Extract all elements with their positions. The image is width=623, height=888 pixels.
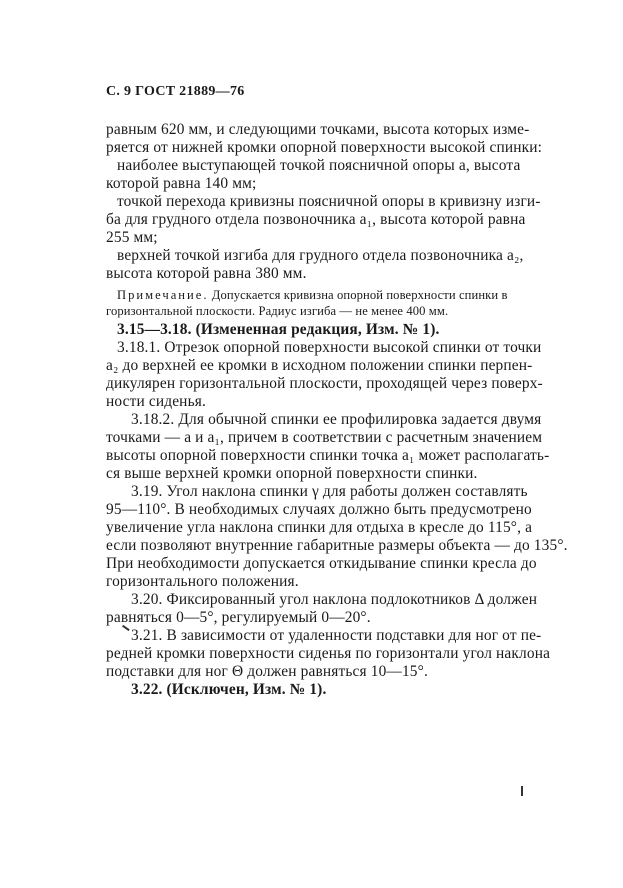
text-line: точкой перехода кривизны поясничной опоры в кривизну изги-: [117, 193, 541, 210]
clause-3-19-line: увеличение угла наклона спинки для отдыха в кресле до 115°, а: [106, 519, 533, 536]
clause-3-19-line: При необходимости допускается откидывание спинки кресла до: [106, 555, 537, 572]
clause-3-18-2-line: высоты опорной поверхности спинки точка а₁ может располагать-: [106, 447, 550, 464]
text-line: которой равна 140 мм;: [106, 175, 257, 192]
text-line: наиболее выступающей точкой поясничной опоры а, высота: [117, 157, 521, 174]
page-header: С. 9 ГОСТ 21889—76: [106, 84, 245, 99]
scan-speck: [521, 786, 523, 796]
clause-3-20-line: 3.20. Фиксированный угол наклона подлокотников Δ должен: [131, 591, 538, 608]
clause-3-19-line: если позволяют внутренние габаритные размеры объекта — до 135°.: [106, 537, 568, 554]
clause-3-20-line: равняться 0—5°, регулируемый 0—20°.: [106, 609, 371, 626]
note-text: Допускается кривизна опорной поверхности спинки в: [211, 288, 508, 302]
clause-3-18-2-line: точками — а и а₁, причем в соответствии с расчетным значением: [106, 429, 543, 446]
clause-3-18-2-line: 3.18.2. Для обычной спинки ее профилировка задается двумя: [131, 411, 542, 428]
text-line: ба для грудного отдела позвоночника а₁, высота которой равна: [106, 211, 526, 228]
text-line: ряется от нижней кромки опорной поверхности высокой спинки:: [106, 139, 543, 156]
clause-3-18-1-line: а₂ до верхней ее кромки в исходном положении спинки перпен-: [106, 357, 533, 374]
clause-3-21-line: подставки для ног Θ должен равняться 10—15°.: [106, 663, 428, 680]
amendment-line: 3.15—3.18. (Измененная редакция, Изм. № 1).: [117, 321, 440, 338]
clause-3-19-line: 3.19. Угол наклона спинки γ для работы должен составлять: [131, 483, 528, 500]
clause-3-18-1-line: дикулярен горизонтальной плоскости, проходящей через поверх-: [106, 375, 543, 392]
clause-3-19-line: горизонтального положения.: [106, 573, 299, 590]
clause-3-19-line: 95—110°. В необходимых случаях должно быть предусмотрено: [106, 501, 532, 518]
note-label: Примечание.: [117, 288, 209, 302]
clause-3-22-line: 3.22. (Исключен, Изм. № 1).: [131, 681, 327, 698]
text-line: высота которой равна 380 мм.: [106, 265, 307, 282]
clause-3-21-line: редней кромки поверхности сиденья по горизонтали угол наклона: [106, 645, 551, 662]
text-line: равным 620 мм, и следующими точками, высота которых изме-: [106, 121, 530, 138]
clause-3-21-line: 3.21. В зависимости от удаленности подставки для ног от пе-: [131, 627, 542, 644]
clause-3-18-1-line: ности сиденья.: [106, 393, 206, 410]
text-line: верхней точкой изгиба для грудного отдела позвоночника а₂,: [117, 247, 524, 264]
text-line: 255 мм;: [106, 229, 158, 246]
clause-3-18-1-line: 3.18.1. Отрезок опорной поверхности высокой спинки от точки: [117, 339, 542, 356]
note-line: горизонтальной плоскости. Радиус изгиба — не менее 400 мм.: [106, 304, 449, 318]
clause-3-18-2-line: ся выше верхней кромки опорной поверхности спинки.: [106, 465, 478, 482]
